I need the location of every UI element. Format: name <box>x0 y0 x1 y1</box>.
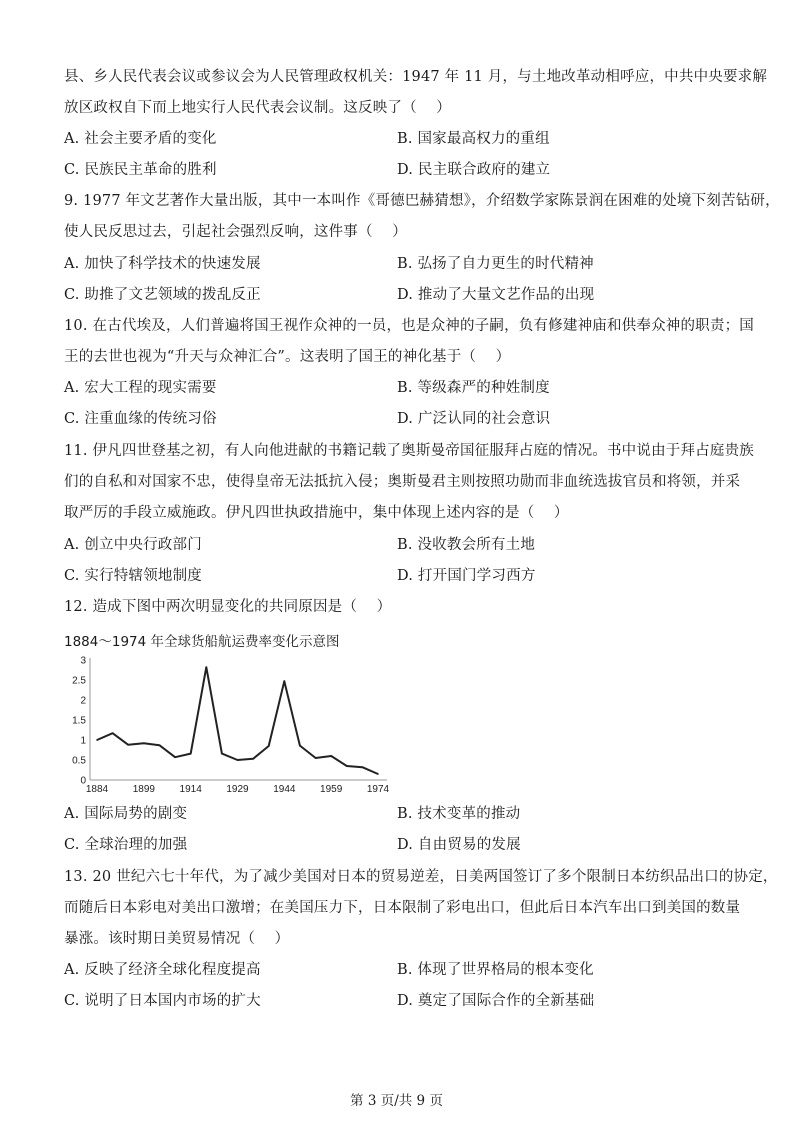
question-text: 而随后日本彩电对美出口激增；在美国压力下，日本限制了彩电出口，但此后日本汽车出口到美国的数量 <box>64 900 741 916</box>
question-text: 们的自私和对国家不忠，使得皇帝无法抵抗入侵；奥斯曼君主则按照功勋而非血统选拔官员和将领，并采 <box>64 474 741 490</box>
question-text: 9. 1977 年文艺著作大量出版，其中一本叫作《哥德巴赫猜想》，介绍数学家陈景润在困难的处境下刻苦钻研， <box>64 193 780 209</box>
data-point <box>174 756 176 758</box>
y-tick-label: 1.5 <box>72 715 86 727</box>
option-a: A. 社会主要矛盾的变化 <box>64 131 217 147</box>
y-tick-label: 0.5 <box>72 755 86 767</box>
option-a: A. 反映了经济全球化程度提高 <box>64 962 261 978</box>
data-point <box>96 739 98 741</box>
option-d: D. 奠定了国际合作的全新基础 <box>397 993 595 1009</box>
option-a: A. 创立中央行政部门 <box>64 537 202 553</box>
chart-title: 1884～1974 年全球货船航运费率变化示意图 <box>64 634 340 650</box>
x-tick-label: 1959 <box>320 784 343 795</box>
data-point <box>205 666 207 668</box>
question-text: 11. 伊凡四世登基之初，有人向他进献的书籍记载了奥斯曼帝国征服拜占庭的情况。书中说由于拜占庭贵族 <box>64 443 754 459</box>
x-tick-label: 1899 <box>132 784 155 795</box>
option-b: B. 技术变革的推动 <box>397 806 521 822</box>
data-point <box>299 745 301 747</box>
option-c: C. 说明了日本国内市场的扩大 <box>64 993 261 1009</box>
series-line <box>97 667 378 774</box>
option-b: B. 体现了世界格局的根本变化 <box>397 962 594 978</box>
option-c: C. 助推了文艺领域的拨乱反正 <box>64 287 261 303</box>
y-tick-label: 3 <box>80 655 86 667</box>
data-point <box>252 758 254 760</box>
option-b: B. 国家最高权力的重组 <box>397 131 550 147</box>
y-tick-label: 0 <box>80 775 86 787</box>
option-c: C. 全球治理的加强 <box>64 837 188 853</box>
data-point <box>143 742 145 744</box>
option-d: D. 广泛认同的社会意识 <box>397 411 551 427</box>
x-tick-label: 1944 <box>273 784 296 795</box>
option-a: A. 加快了科学技术的快速发展 <box>64 256 261 272</box>
x-tick-label: 1884 <box>85 784 109 795</box>
data-point <box>159 744 161 746</box>
option-d: D. 自由贸易的发展 <box>397 837 521 853</box>
question-text: 使人民反思过去，引起社会强烈反响，这件事（ ） <box>64 224 407 240</box>
data-point <box>268 745 270 747</box>
y-tick-label: 1 <box>80 735 86 747</box>
option-d: D. 民主联合政府的建立 <box>397 162 551 178</box>
option-d: D. 打开国门学习西方 <box>397 568 536 584</box>
data-point <box>190 753 192 755</box>
x-tick-label: 1914 <box>179 784 202 795</box>
question-text: 取严厉的手段立威施政。伊凡四世执政措施中，集中体现上述内容的是（ ） <box>64 505 569 521</box>
freight-rate-chart <box>64 648 394 798</box>
x-tick-label: 1974 <box>366 784 390 795</box>
option-c: C. 注重血缘的传统习俗 <box>64 411 217 427</box>
data-point <box>346 765 348 767</box>
question-text: 王的去世也视为“升天与众神汇合”。这表明了国王的神化基于（ ） <box>64 349 511 365</box>
option-c: C. 实行特辖领地制度 <box>64 568 202 584</box>
data-point <box>237 759 239 761</box>
question-text: 暴涨。该时期日美贸易情况（ ） <box>64 931 290 947</box>
question-text: 县、乡人民代表会议或参议会为人民管理政权机关：1947 年 11 月，与土地改革动相呼应，中共中央要求解 <box>64 69 768 85</box>
data-point <box>330 755 332 757</box>
option-d: D. 推动了大量文艺作品的出现 <box>397 287 595 303</box>
data-point <box>315 757 317 759</box>
option-b: B. 没收教会所有土地 <box>397 537 536 553</box>
y-tick-label: 2 <box>80 695 86 707</box>
question-text: 放区政权自下而上地实行人民代表会议制。这反映了（ ） <box>64 100 452 116</box>
option-a: A. 国际局势的剧变 <box>64 806 188 822</box>
question-text: 12. 造成下图中两次明显变化的共同原因是（ ） <box>64 599 392 615</box>
data-point <box>284 680 286 682</box>
option-b: B. 等级森严的种姓制度 <box>397 380 550 396</box>
data-point <box>362 766 364 768</box>
x-tick-label: 1929 <box>226 784 249 795</box>
option-a: A. 宏大工程的现实需要 <box>64 380 217 396</box>
question-text: 13. 20 世纪六七十年代，为了减少美国对日本的贸易逆差，日美两国签订了多个限制日本纺织品出口的协定， <box>64 869 778 885</box>
data-point <box>127 744 129 746</box>
data-point <box>221 753 223 755</box>
option-c: C. 民族民主革命的胜利 <box>64 162 217 178</box>
question-text: 10. 在古代埃及，人们普遍将国王视作众神的一员，也是众神的子嗣，负有修建神庙和供奉众神的职责；国 <box>64 318 754 334</box>
data-point <box>112 732 114 734</box>
page-number: 第 3 页/共 9 页 <box>350 1093 443 1109</box>
y-tick-label: 2.5 <box>72 675 86 687</box>
data-point <box>377 773 379 775</box>
option-b: B. 弘扬了自力更生的时代精神 <box>397 256 594 272</box>
